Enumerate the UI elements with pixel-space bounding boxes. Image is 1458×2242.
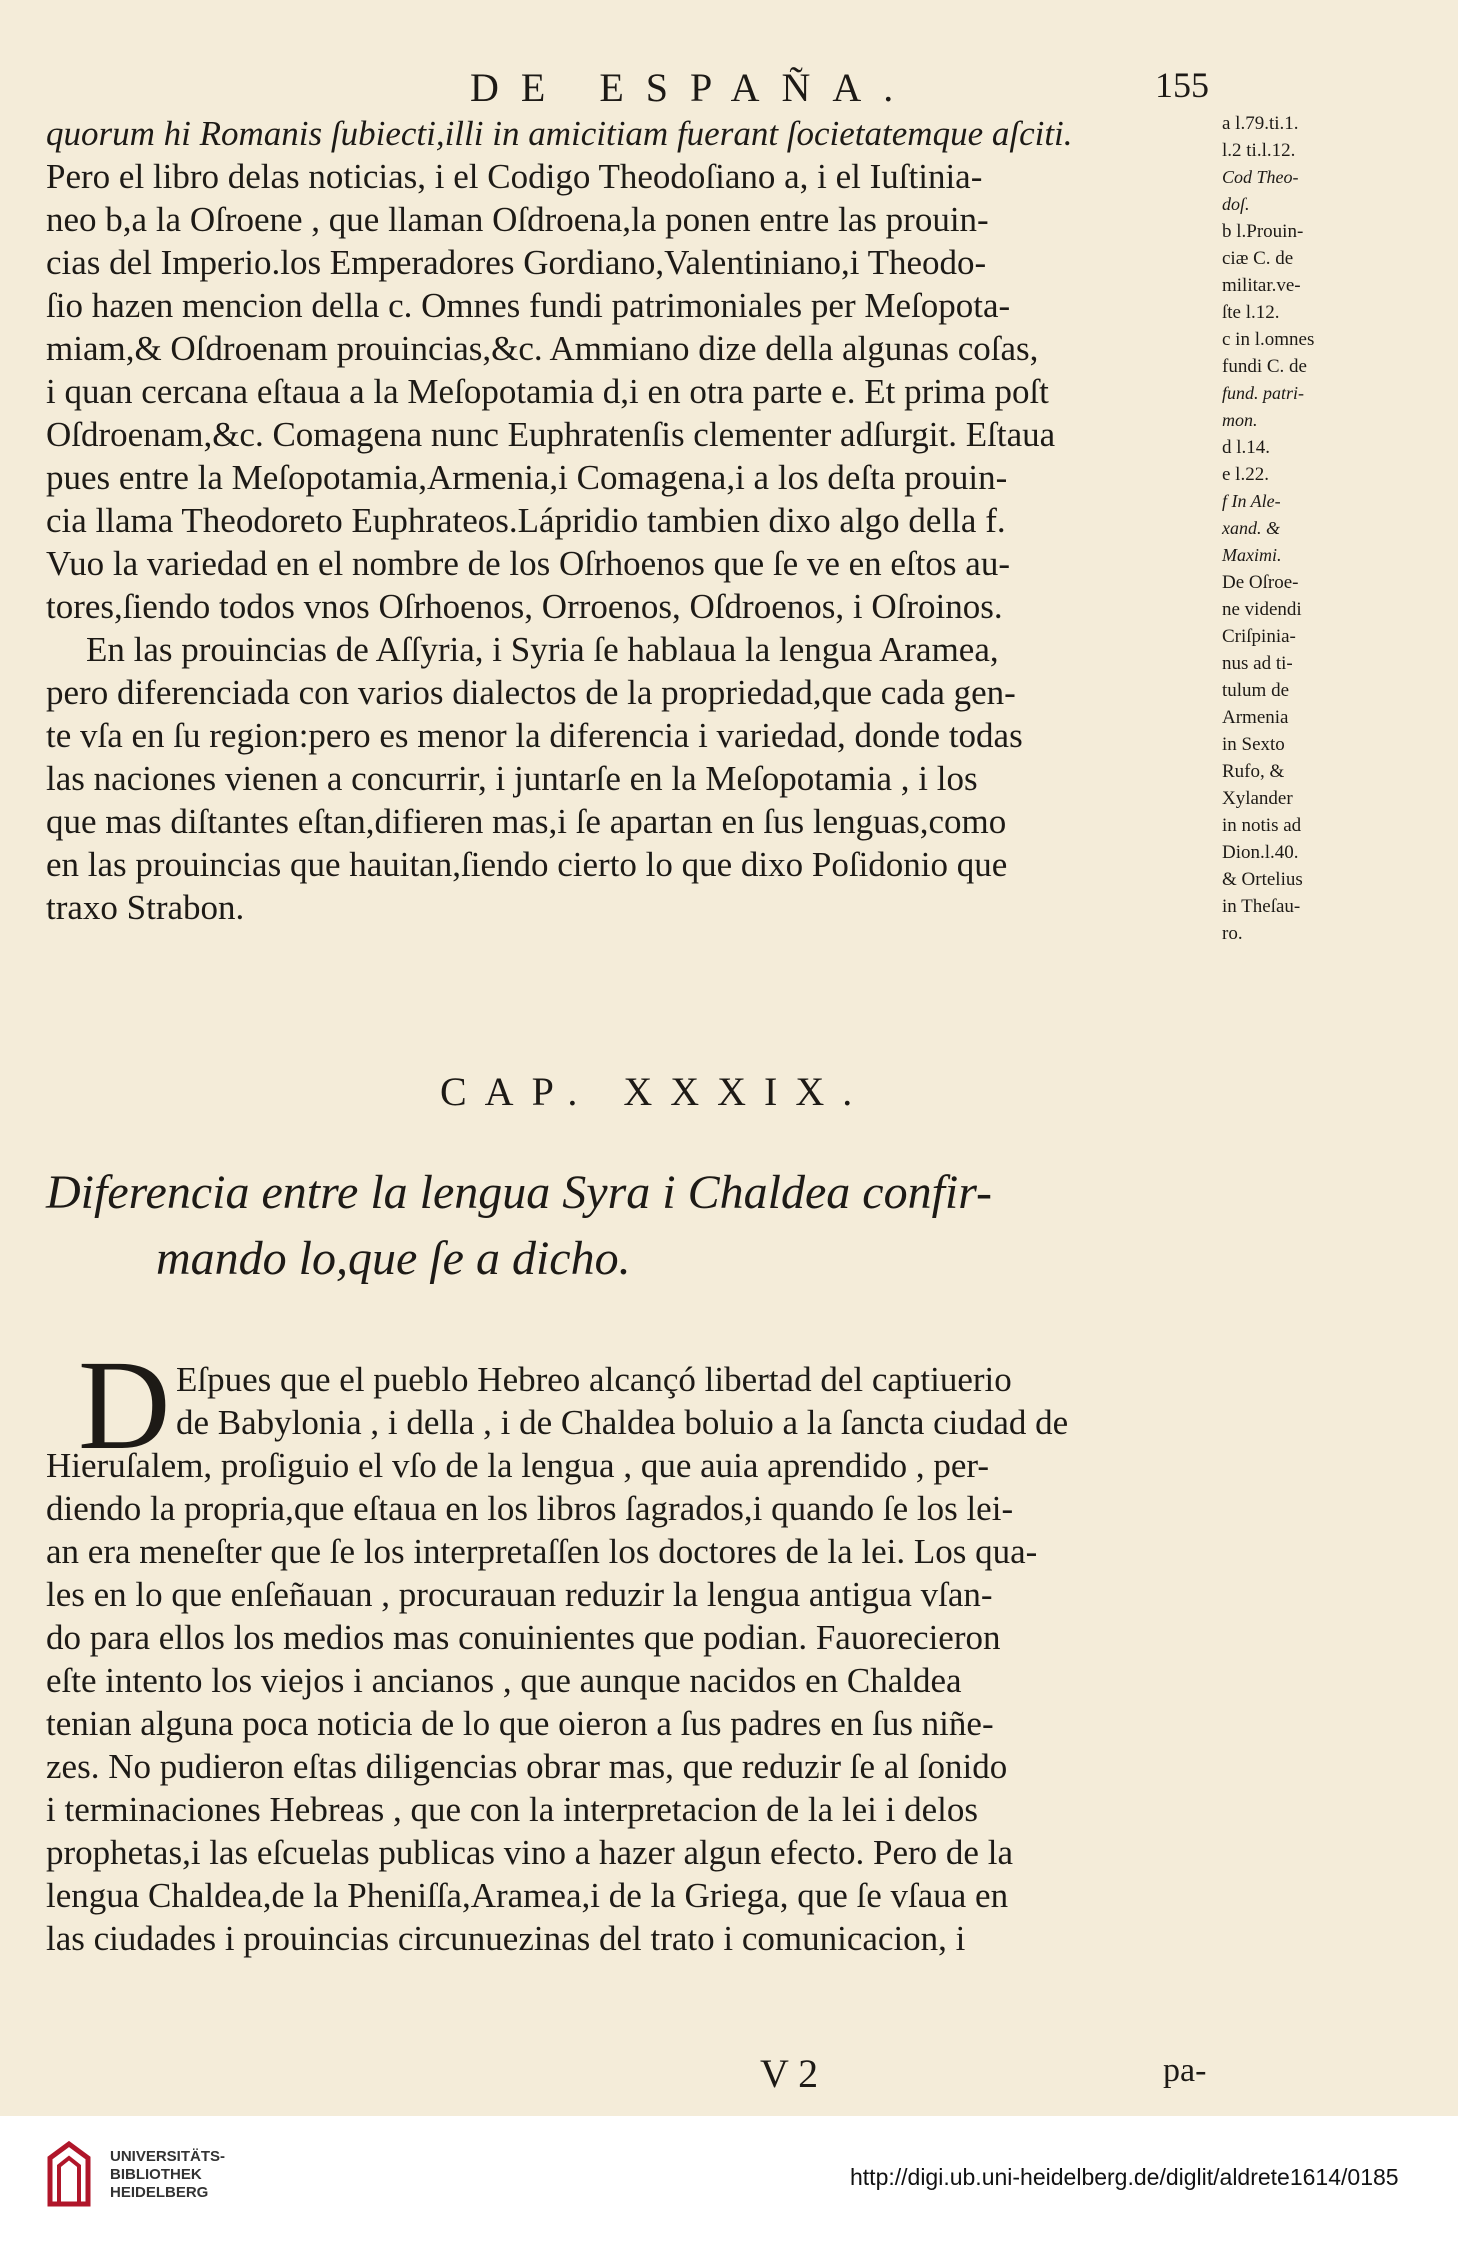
margin-note: mon. bbox=[1222, 410, 1258, 430]
library-name-line: HEIDELBERG bbox=[110, 2184, 209, 2201]
text-line: ſio hazen mencion della c. Omnes fundi patrimoniales per Meſopota- bbox=[46, 286, 1011, 325]
library-name-line: UNIVERSITÄTS- bbox=[110, 2148, 226, 2165]
page-number: 155 bbox=[1155, 65, 1209, 105]
text-line: tenian alguna poca noticia de lo que oieron a ſus padres en ſus niñe- bbox=[46, 1704, 994, 1743]
drop-cap: D bbox=[78, 1334, 171, 1476]
chapter-title-line: Diferencia entre la lengua Syra i Chaldea confir- bbox=[46, 1166, 992, 1219]
text-line: lengua Chaldea,de la Pheniſſa,Aramea,i de la Griega, que ſe vſaua en bbox=[46, 1876, 1009, 1915]
margin-note: Armenia bbox=[1222, 707, 1289, 728]
text-line: neo b,a la Oſroene , que llaman Oſdroena,la ponen entre las prouin- bbox=[46, 200, 989, 239]
text-line: cias del Imperio.los Emperadores Gordiano,Valentiniano,i Theodo- bbox=[46, 243, 987, 282]
library-logo-icon bbox=[40, 2134, 98, 2218]
margin-note: ciæ C. de bbox=[1222, 248, 1294, 269]
text-line: traxo Strabon. bbox=[46, 888, 245, 927]
chapter-title bbox=[46, 1160, 992, 1292]
margin-note: xand. & bbox=[1222, 518, 1280, 538]
text-line: zes. No pudieron eſtas diligencias obrar mas, que reduzir ſe al ſonido bbox=[46, 1747, 1008, 1786]
text-line: en las prouincias que hauitan,ſiendo cierto lo que dixo Poſidonio que bbox=[46, 845, 1008, 884]
catchword: pa- bbox=[1163, 2052, 1207, 2089]
paragraph-2 bbox=[46, 1358, 1216, 1960]
margin-note: tulum de bbox=[1222, 680, 1290, 701]
margin-note: fund. patri- bbox=[1222, 383, 1305, 403]
text-line: Oſdroenam,&c. Comagena nunc Euphratenſis clementer adſurgit. Eſtaua bbox=[46, 415, 1056, 454]
margin-note: in notis ad bbox=[1222, 815, 1302, 836]
margin-note: fundi C. de bbox=[1222, 356, 1307, 377]
source-url-link[interactable]: http://digi.ub.uni-heidelberg.de/diglit/aldrete1614/0185 bbox=[850, 2164, 1399, 2190]
text-line: de Babylonia , i della , i de Chaldea boluio a la ſancta ciudad de bbox=[176, 1403, 1069, 1442]
text-line: que mas diſtantes eſtan,difieren mas,i ſe apartan en ſus lenguas,como bbox=[46, 802, 1007, 841]
text-line: Vuo la variedad en el nombre de los Oſrhoenos que ſe ve en eſtos au- bbox=[46, 544, 1010, 583]
library-name-line: BIBLIOTHEK bbox=[110, 2166, 202, 2183]
margin-note: Cod Theo- bbox=[1222, 167, 1299, 187]
text-line: eſte intento los viejos i ancianos , que aunque nacidos en Chaldea bbox=[46, 1661, 962, 1700]
chapter-title-line: mando lo,que ſe a dicho. bbox=[156, 1232, 631, 1285]
margin-note: f In Ale- bbox=[1222, 491, 1281, 511]
text-line: pero diferenciada con varios dialectos de la propriedad,que cada gen- bbox=[46, 673, 1016, 712]
margin-note: in Sexto bbox=[1222, 734, 1285, 755]
text-line: las ciudades i prouincias circunuezinas del trato i comunicacion, i bbox=[46, 1919, 966, 1958]
text-line: Pero el libro delas noticias, i el Codigo Theodoſiano a, i el Iuſtinia- bbox=[46, 157, 983, 196]
margin-note: nus ad ti- bbox=[1222, 653, 1293, 674]
text-line: cia llama Theodoreto Euphrateos.Lápridio tambien dixo algo della f. bbox=[46, 501, 1006, 540]
text-line: te vſa en ſu region:pero es menor la diferencia i variedad, donde todas bbox=[46, 716, 1023, 755]
margin-note: Maximi. bbox=[1222, 545, 1282, 565]
text-line: les en lo que enſeñauan , procurauan reduzir la lengua antigua vſan- bbox=[46, 1575, 993, 1614]
text-line: Hieruſalem, proſiguio el vſo de la lengua , que auia aprendido , per- bbox=[46, 1446, 990, 1485]
margin-note: ne videndi bbox=[1222, 599, 1302, 620]
text-line: do para ellos los medios mas conuinientes que podian. Fauorecieron bbox=[46, 1618, 1001, 1657]
chapter-heading: CAP. XXXIX. bbox=[440, 1069, 871, 1114]
running-head: DE ESPAÑA. bbox=[470, 65, 916, 110]
library-name bbox=[110, 2148, 250, 2202]
text-line: quorum hi Romanis ſubiecti,illi in amicitiam fuerant ſocietatemque aſciti. bbox=[46, 114, 1073, 153]
text-line: miam,& Oſdroenam prouincias,&c. Ammiano dize della algunas coſas, bbox=[46, 329, 1039, 368]
margin-note: e l.22. bbox=[1222, 464, 1269, 485]
text-line: i terminaciones Hebreas , que con la interpretacion de la lei i delos bbox=[46, 1790, 978, 1829]
text-line: diendo la propria,que eſtaua en los libros ſagrados,i quando ſe los lei- bbox=[46, 1489, 1014, 1528]
margin-note: Dion.l.40. bbox=[1222, 842, 1299, 863]
footer-bar bbox=[0, 2116, 1458, 2242]
margin-note: doſ. bbox=[1222, 194, 1250, 214]
margin-note: & Ortelius bbox=[1222, 869, 1303, 890]
text-line: tores,ſiendo todos vnos Oſrhoenos, Orroenos, Oſdroenos, i Oſroinos. bbox=[46, 587, 1003, 626]
margin-note: in Theſau- bbox=[1222, 896, 1301, 917]
margin-note: Criſpinia- bbox=[1222, 626, 1296, 647]
margin-note: a l.79.ti.1. bbox=[1222, 113, 1299, 134]
text-line: i quan cercana eſtaua a la Meſopotamia d,i en otra parte e. Et prima poſt bbox=[46, 372, 1049, 411]
signature-mark: V 2 bbox=[760, 2051, 819, 2096]
margin-note: c in l.omnes bbox=[1222, 329, 1315, 350]
margin-note: Rufo, & bbox=[1222, 761, 1285, 782]
margin-note: militar.ve- bbox=[1222, 275, 1301, 296]
page-header bbox=[0, 64, 1458, 108]
margin-note: De Oſroe- bbox=[1222, 572, 1299, 593]
margin-note: ro. bbox=[1222, 923, 1243, 944]
margin-note: d l.14. bbox=[1222, 437, 1271, 458]
margin-note: Xylander bbox=[1222, 788, 1293, 809]
margin-note: l.2 ti.l.12. bbox=[1222, 140, 1296, 161]
margin-notes bbox=[1222, 110, 1372, 947]
text-line: las naciones vienen a concurrir, i juntarſe en la Meſopotamia , i los bbox=[46, 759, 978, 798]
text-line: an era meneſter que ſe los interpretaſſen los doctores de la lei. Los qua- bbox=[46, 1532, 1038, 1571]
text-line: Eſpues que el pueblo Hebreo alcançó libertad del captiuerio bbox=[176, 1360, 1012, 1399]
text-line: prophetas,i las eſcuelas publicas vino a hazer algun efecto. Pero de la bbox=[46, 1833, 1013, 1872]
margin-note: ſte l.12. bbox=[1222, 302, 1280, 323]
paragraph-1 bbox=[46, 112, 1216, 929]
margin-note: b l.Prouin- bbox=[1222, 221, 1304, 242]
text-line: pues entre la Meſopotamia,Armenia,i Comagena,i a los deſta prouin- bbox=[46, 458, 1008, 497]
text-line: En las prouincias de Aſſyria, i Syria ſe hablaua la lengua Aramea, bbox=[86, 630, 999, 669]
